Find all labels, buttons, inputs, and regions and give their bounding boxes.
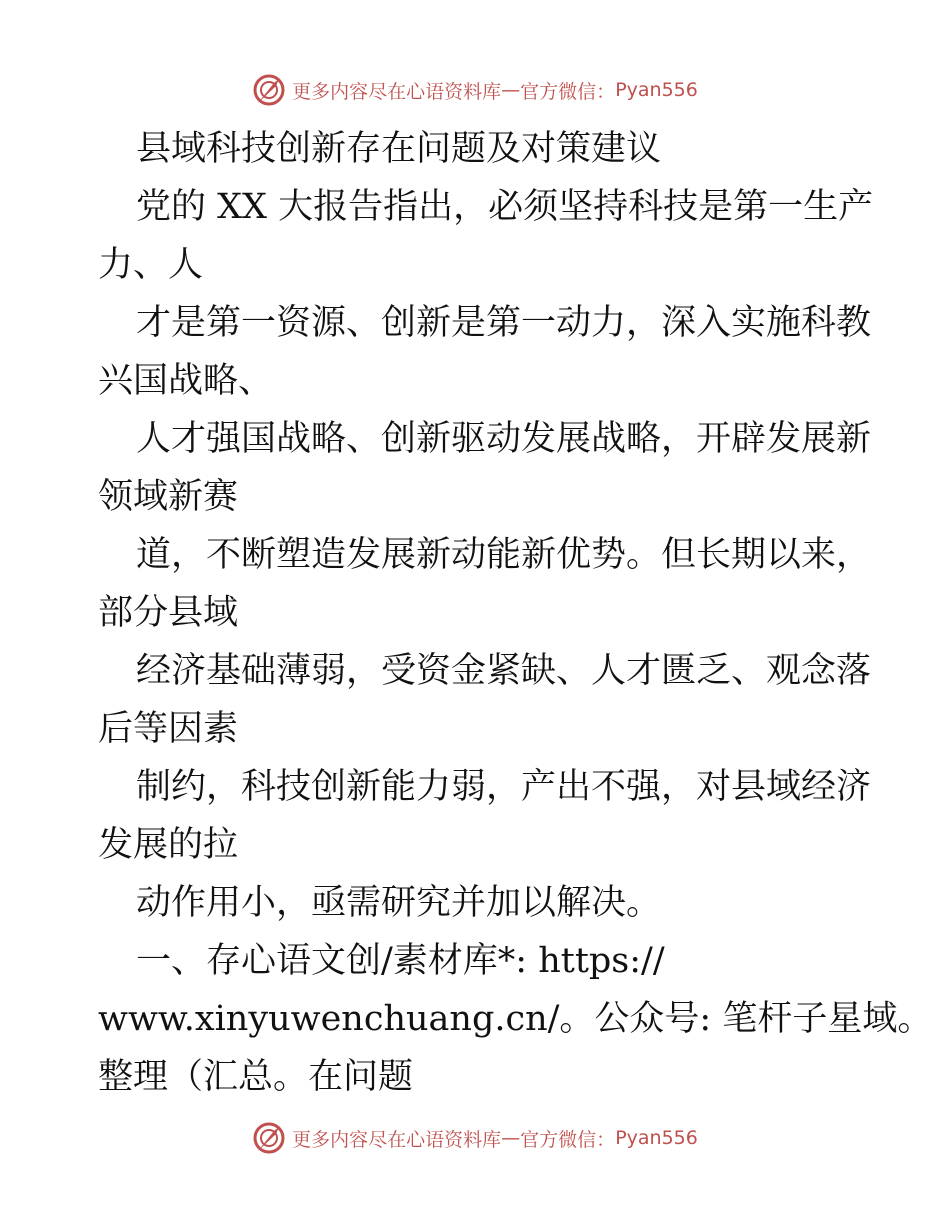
paragraph-line: 兴国战略、 — [98, 361, 274, 401]
header-separator: — — [501, 79, 521, 101]
paragraph-line: 力、人 — [98, 245, 204, 285]
header-banner — [0, 70, 950, 110]
paragraph-line: 人才强国战略、创新驱动发展战略，开辟发展新 — [136, 419, 872, 459]
paragraph-line: 党的 XX 大报告指出，必须坚持科技是第一生产 — [136, 187, 874, 227]
paragraph-line: 才是第一资源、创新是第一动力，深入实施科教 — [136, 303, 872, 343]
section-heading-line: 一、存心语文创/素材库*: https:// — [136, 941, 665, 981]
quill-logo-icon — [252, 73, 286, 107]
paragraph-line: 经济基础薄弱，受资金紧缺、人才匮乏、观念落 — [136, 651, 872, 691]
paragraph-line: www.xinyuwenchuang.cn/。公众号: 笔杆子星域。 — [98, 999, 933, 1039]
paragraph-line: 发展的拉 — [98, 825, 239, 865]
paragraph-line: 动作用小，亟需研究并加以解决。 — [136, 883, 662, 923]
paragraph-line: 整理（汇总。在问题 — [98, 1057, 414, 1097]
paragraph-line: 后等因素 — [98, 709, 239, 749]
footer-site-text: 更多内容尽在心语资料库 — [292, 1128, 502, 1151]
paragraph-line: 领域新赛 — [98, 477, 239, 517]
header-wechat-handle: Pyan556 — [615, 79, 698, 101]
footer-banner — [0, 1118, 950, 1158]
quill-logo-icon — [252, 1121, 286, 1155]
footer-separator: — — [501, 1127, 521, 1149]
paragraph-line: 制约，科技创新能力弱，产出不强，对县域经济 — [136, 767, 872, 807]
footer-wechat-handle: Pyan556 — [615, 1127, 698, 1149]
header-wechat-label: 官方微信： — [520, 80, 616, 103]
paragraph-line: 部分县域 — [98, 593, 239, 633]
header-site-text: 更多内容尽在心语资料库 — [292, 80, 502, 103]
paragraph-line: 道，不断塑造发展新动能新优势。但长期以来， — [136, 535, 872, 575]
document-title: 县域科技创新存在问题及对策建议 — [136, 129, 662, 169]
footer-wechat-label: 官方微信： — [520, 1128, 616, 1151]
document-body — [98, 120, 933, 1106]
